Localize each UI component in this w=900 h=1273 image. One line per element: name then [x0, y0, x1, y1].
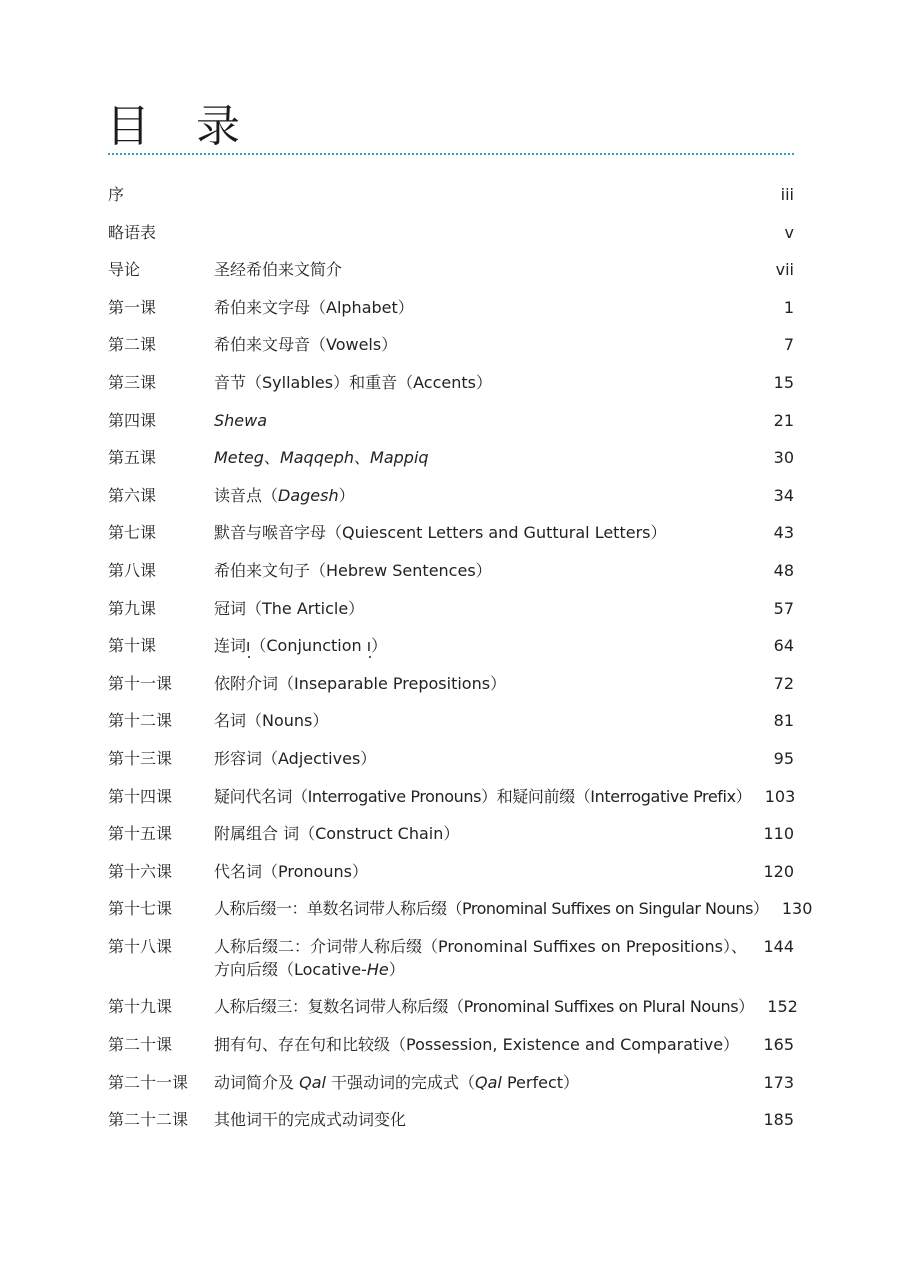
toc-entry-label: 序	[108, 185, 125, 204]
toc-entry[interactable]	[108, 988, 798, 1026]
toc-entry-page: 57	[773, 598, 794, 618]
toc-entry[interactable]	[108, 815, 794, 853]
title-part: ）	[371, 636, 388, 656]
title-part: Perfect）	[501, 1072, 580, 1092]
hebrew-letter: ו	[366, 636, 372, 656]
toc-entry-label: 第十六课	[108, 861, 173, 881]
title-part: 连词	[214, 636, 247, 656]
title-term: He	[366, 959, 389, 979]
toc-entry-title: 冠词（The Article）	[214, 598, 365, 618]
toc-entry-title	[214, 484, 750, 507]
toc-entry-title: 形容词（Adjectives）	[214, 748, 377, 768]
toc-entry-title: 人称后缀三：复数名词带人称后缀（Pronominal Suffixes on Plural Nouns）	[214, 997, 754, 1017]
toc-entry[interactable]	[108, 214, 794, 252]
title-part: 干强动词的完成式（	[325, 1072, 476, 1092]
toc-entry[interactable]	[108, 514, 794, 552]
toc-entry[interactable]	[108, 251, 794, 289]
toc-entry[interactable]	[108, 778, 794, 816]
toc-entry-page: 15	[773, 372, 794, 392]
toc-entry-page: 30	[773, 448, 794, 468]
toc-entry-page: 103	[764, 786, 796, 806]
toc-entry-page: 1	[783, 297, 794, 317]
toc-entry[interactable]	[108, 665, 794, 703]
toc-entry-page: 21	[773, 410, 794, 430]
toc-entry-page: 43	[773, 523, 794, 543]
title-part: 读音点（	[214, 485, 279, 505]
toc-entry[interactable]	[108, 590, 794, 628]
toc-entry-title	[214, 634, 750, 657]
toc-entry-title	[214, 1071, 750, 1094]
toc-entry-title: 默音与喉音字母（Quiescent Letters and Guttural Letters）	[214, 523, 667, 543]
title-part: ）	[388, 959, 405, 979]
toc-entry-page: 173	[763, 1072, 794, 1092]
toc-entry-label: 第十五课	[108, 824, 173, 844]
toc-entry[interactable]	[108, 326, 794, 364]
toc-entry-label: 第十九课	[108, 997, 173, 1017]
toc-entry-title: 其他词干的完成式动词变化	[214, 1110, 407, 1130]
toc-entry-title: 希伯来文字母（Alphabet）	[214, 297, 414, 317]
toc-entry[interactable]	[108, 289, 794, 327]
toc-entry-label: 第四课	[108, 410, 157, 430]
toc-entry-label: 第六课	[108, 485, 157, 505]
toc-entry-label: 第十一课	[108, 673, 173, 693]
toc-entry[interactable]	[108, 402, 794, 440]
toc-entry-page: v	[784, 222, 794, 242]
title-line: 人称后缀二：介词带人称后缀（Pronominal Suffixes on Prepositions）、	[214, 936, 747, 956]
toc-entry-label: 第二十课	[108, 1035, 173, 1055]
toc-entry-label: 第二十二课	[108, 1110, 189, 1130]
title-divider	[108, 153, 794, 155]
toc-entry[interactable]	[108, 740, 794, 778]
toc-entry-page: iii	[780, 185, 794, 204]
toc-entry-title: 希伯来文句子（Hebrew Sentences）	[214, 560, 492, 580]
toc-entry-page: 7	[783, 335, 794, 355]
toc-entry-title: 附属组合 词（Construct Chain）	[214, 824, 460, 844]
toc-entry-title: 希伯来文母音（Vowels）	[214, 335, 398, 355]
title-term: Qal	[475, 1072, 502, 1092]
toc-entry-title: 拥有句、存在句和比较级（Possession, Existence and Comparative）	[214, 1035, 740, 1055]
toc-entry-label: 第十课	[108, 636, 157, 656]
toc-entry-label: 第一课	[108, 297, 157, 317]
hebrew-letter: ו	[246, 636, 251, 656]
toc-entry-title: 人称后缀一：单数名词带人称后缀（Pronominal Suffixes on Singular Nouns）	[214, 899, 769, 919]
title-line	[214, 958, 750, 981]
toc-entry-label: 略语表	[108, 222, 157, 242]
toc-entry-title: 代名词（Pronouns）	[214, 861, 368, 881]
toc-entry-label: 第十二课	[108, 711, 173, 731]
toc-entry-page: 34	[773, 485, 794, 505]
toc-entry-page: 64	[773, 636, 794, 656]
toc-entry-label: 导论	[108, 260, 141, 280]
toc-entry-label: 第三课	[108, 372, 157, 392]
title-term: Maqqeph	[279, 448, 354, 468]
toc-entry-page: 130	[781, 899, 813, 919]
toc-entry[interactable]	[108, 552, 794, 590]
title-part: 动词简介及	[214, 1072, 300, 1092]
toc-entry-title: 疑问代名词（Interrogative Pronouns）和疑问前缀（Interrogative Prefix）	[214, 786, 752, 806]
title-part: ）	[338, 485, 355, 505]
toc-entry-title: 圣经希伯来文简介	[214, 260, 343, 280]
toc-entry-page: 165	[763, 1035, 794, 1055]
toc-entry-title: 依附介词（Inseparable Prepositions）	[214, 673, 507, 693]
toc-entry[interactable]	[108, 1101, 794, 1139]
toc-entry[interactable]	[108, 439, 794, 477]
toc-entry[interactable]	[108, 890, 813, 928]
toc-entry[interactable]	[108, 928, 794, 989]
toc-entry[interactable]	[108, 1064, 794, 1102]
toc-entry[interactable]	[108, 477, 794, 515]
toc-entry-title	[214, 446, 750, 469]
table-of-contents	[108, 176, 813, 1139]
toc-entry[interactable]	[108, 627, 794, 665]
toc-entry[interactable]	[108, 853, 794, 891]
toc-entry-label: 第二十一课	[108, 1072, 189, 1092]
toc-entry[interactable]	[108, 1026, 794, 1064]
title-term: Dagesh	[278, 485, 339, 505]
title-term: Mappiq	[370, 448, 429, 468]
toc-entry-label: 第九课	[108, 598, 157, 618]
toc-entry-page: 110	[763, 824, 794, 844]
title-separator: 、	[354, 448, 371, 468]
toc-entry-page: 81	[773, 711, 794, 731]
page-title: 目 录	[106, 101, 256, 152]
toc-entry-title	[214, 935, 750, 981]
toc-entry-page: vii	[775, 260, 794, 280]
title-part: （Conjunction	[250, 636, 367, 656]
toc-entry-label: 第八课	[108, 560, 157, 580]
toc-entry-label: 第二课	[108, 335, 157, 355]
toc-entry[interactable]	[108, 702, 794, 740]
title-term: Meteg	[214, 448, 264, 468]
toc-entry-page: 48	[773, 560, 794, 580]
toc-entry-title: 音节（Syllables）和重音（Accents）	[214, 372, 492, 392]
toc-entry-title: Shewa	[214, 410, 268, 430]
title-part: 方向后缀（Locative-	[214, 959, 367, 979]
toc-entry[interactable]	[108, 176, 794, 214]
title-separator: 、	[263, 448, 280, 468]
toc-entry-label: 第七课	[108, 523, 157, 543]
toc-entry-page: 120	[763, 861, 794, 881]
toc-entry-label: 第十八课	[108, 936, 173, 956]
toc-entry-page: 144	[763, 936, 794, 956]
toc-entry-page: 95	[773, 748, 794, 768]
toc-entry-label: 第十三课	[108, 748, 173, 768]
toc-entry-title: 名词（Nouns）	[214, 711, 329, 731]
toc-entry-page: 152	[767, 997, 798, 1017]
toc-entry-label: 第十四课	[108, 786, 173, 806]
toc-entry-page: 72	[773, 673, 794, 693]
toc-entry-page: 185	[763, 1110, 794, 1130]
title-term: Qal	[299, 1072, 326, 1092]
toc-entry-label: 第五课	[108, 448, 157, 468]
toc-entry-label: 第十七课	[108, 899, 173, 919]
toc-entry[interactable]	[108, 364, 794, 402]
